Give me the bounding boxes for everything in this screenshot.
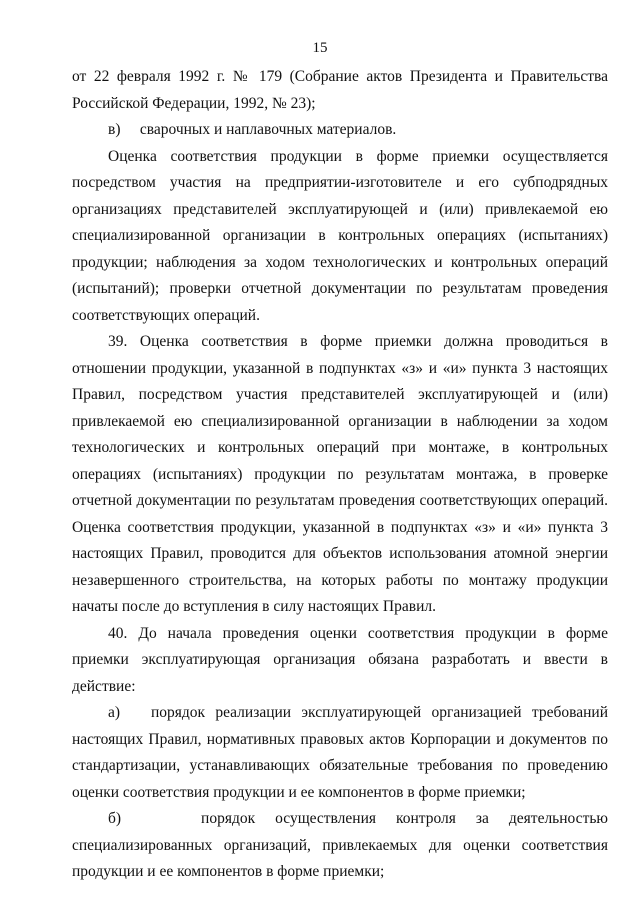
list-item-v: в) сварочных и наплавочных материалов. <box>108 121 397 138</box>
paragraph-continuation: от 22 февраля 1992 г. № 179 (Собрание актов Президента и Правительства Российской Федерации, 1992, № 23); <box>72 68 608 112</box>
page-number: 15 <box>312 40 328 56</box>
paragraph-39: 39. Оценка соответствия в форме приемки должна проводиться в отношении продукции, указанной в подпунктах «з» и «и» пункта 3 настоящих Правил, посредством участия представителей эксплуатирующей и (или) привлекаемой ею специализированной организации в наблюдении за ходом технологических и контрольных операций при монтаже, в контрольных операциях (испытаниях) продукции по результатам монтажа, в проверке отчетной документации по результатам проведения соответствующих операций. Оценка соответствия продукции, указанной в подпунктах «з» и «и» пункта 3 настоящих Правил, проводится для объектов использования атомной энергии незавершенного строительства, на которых работы по монтажу продукции начаты после до вступления в силу настоящих Правил. <box>72 333 608 615</box>
list-item-a: а) порядок реализации эксплуатирующей организацией требований настоящих Правил, нормативных правовых актов Корпорации и документов по стандартизации, устанавливающих обязательные требования по проведению оценки соответствия продукции и ее компонентов в форме приемки; <box>72 704 608 801</box>
list-item-b: б) порядок осуществления контроля за деятельностью специализированных организаций, привлекаемых для оценки соответствия продукции и ее компонентов в форме приемки; <box>72 810 608 880</box>
document-body <box>72 64 608 886</box>
paragraph-acceptance-assessment: Оценка соответствия продукции в форме приемки осуществляется посредством участия на предприятии-изготовителе и его субподрядных организациях представителей эксплуатирующей и (или) привлекаемой ею специализированной организации в контрольных операциях (испытаниях) продукции; наблюдения за ходом технологических и контрольных операций (испытаний); проверки отчетной документации по результатам проведения соответствующих операций. <box>72 147 608 324</box>
paragraph-40: 40. До начала проведения оценки соответствия продукции в форме приемки эксплуатирующая организация обязана разработать и ввести в действие: <box>72 624 608 695</box>
